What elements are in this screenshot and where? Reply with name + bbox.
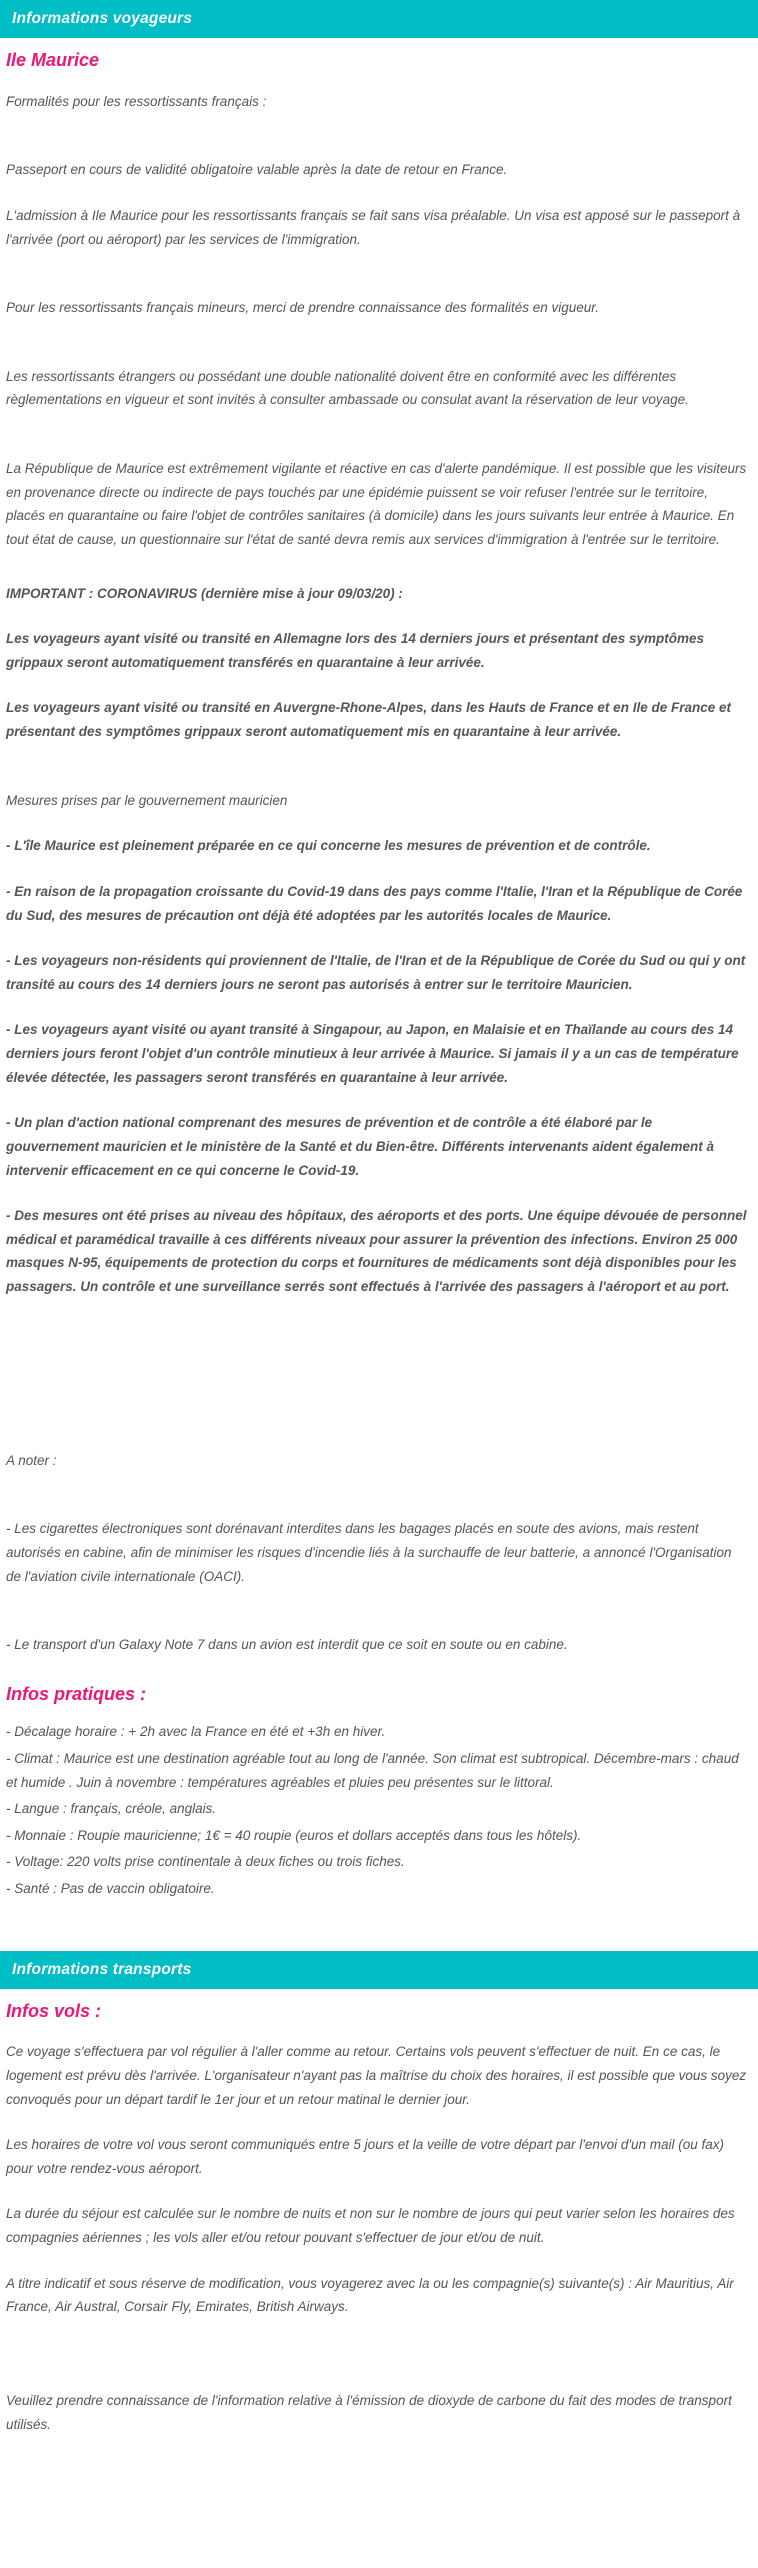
paragraph-mesures-gouvernement-titre: Mesures prises par le gouvernement mauricien (6, 792, 288, 808)
list-item-voltage: - Voltage: 220 volts prise continentale à deux fiches ou trois fiches. (6, 1854, 405, 1870)
section-transports (0, 1951, 758, 2499)
paragraph-important-coronavirus: IMPORTANT : CORONAVIRUS (dernière mise à jour 09/03/20) : (6, 585, 403, 601)
paragraph-cigarettes-electroniques: - Les cigarettes électroniques sont dorénavant interdites dans les bagages placés en soute des avions, mais restent autorisés en cabine, afin de minimiser les risques d'incendie liés à la surchauffe de leur batterie, a annoncé l'Organisation de l'aviation civile internationale (OACI). (6, 1521, 732, 1584)
paragraph-mesure-non-residents: - Les voyageurs non-résidents qui proviennent de l'Italie, de l'Iran et de la République de Corée du Sud ou qui y ont transité au cours des 14 derniers jours ne seront pas autorisés à entrer sur le territoire Mauricien. (6, 953, 746, 992)
infos-vols-title: Infos vols : (6, 2000, 102, 2021)
paragraph-formalites-intro: Formalités pour les ressortissants français : (6, 93, 267, 109)
paragraph-mineurs: Pour les ressortissants français mineurs, merci de prendre connaissance des formalités en vigueur. (6, 300, 600, 316)
paragraph-mesure-plan-national: - Un plan d'action national comprenant des mesures de prévention et de contrôle a été élaboré par le gouvernement mauricien et le ministère de la Santé et du Bien-être. Différents intervenants aident également à intervenir efficacement en ce qui concerne le Covid-19. (6, 1115, 714, 1178)
voyageurs-content (0, 45, 758, 1901)
paragraph-admission-visa: L'admission à Ile Maurice pour les ressortissants français se fait sans visa préalable. Un visa est apposé sur le passeport à l'arrivée (port ou aéroport) par les services de l'immigration. (6, 207, 741, 247)
list-item-monnaie: - Monnaie : Roupie mauricienne; 1€ = 40 roupie (euros et dollars acceptés dans tous les hôtels). (6, 1827, 582, 1843)
list-item-sante: - Santé : Pas de vaccin obligatoire. (6, 1881, 215, 1896)
destination-title: Ile Maurice (6, 50, 100, 71)
paragraph-vol-regulier: Ce voyage s'effectuera par vol régulier à l'aller comme au retour. Certains vols peuvent s'effectuer de nuit. En ce cas, le logement est prévu dès l'arrivée. L'organisateur n'ayant pas la maîtrise du choix des horaires, il est possible que vous soyez convoqués pour un départ tardif le 1er jour et un retour matinal le dernier jour. (6, 2044, 747, 2107)
list-item-decalage-horaire: - Décalage horaire : + 2h avec la France en été et +3h en hiver. (6, 1724, 386, 1740)
paragraph-horaires-communication: Les horaires de votre vol vous seront communiqués entre 5 jours et la veille de votre départ par l'envoi d'un mail (ou fax) pour votre rendez-vous aéroport. (6, 2137, 725, 2176)
paragraph-mesure-preparation: - L'île Maurice est pleinement préparée en ce qui concerne les mesures de prévention et de contrôle. (6, 838, 651, 854)
paragraph-quarantaine-allemagne: Les voyageurs ayant visité ou transité en Allemagne lors des 14 derniers jours et présentant des symptômes grippaux seront automatiquement transférés en quarantaine à leur arrivée. (6, 631, 705, 670)
infos-pratiques-title: Infos pratiques : (6, 1683, 147, 1704)
paragraph-mesure-precaution-pays: - En raison de la propagation croissante du Covid-19 dans des pays comme l'Italie, l'Iran et la République de Corée du Sud, des mesures de précaution ont déjà été adoptées par les autorités locales de Maurice. (6, 883, 743, 923)
section-header-voyageurs-title: Informations voyageurs (12, 10, 193, 27)
list-item-climat: - Climat : Maurice est une destination agréable tout au long de l'année. Son climat est subtropical. Décembre-mars : chaud et humide . Juin à novembre : températures agréables et pluies peu présentes sur le littoral. (6, 1750, 739, 1790)
paragraph-mesure-controle-asie: - Les voyageurs ayant visité ou ayant transité à Singapour, au Japon, en Malaisie et en Thaïlande au cours des 14 derniers jours feront l'objet d'un contrôle minutieux à leur arrivée à Maurice. Si jamais il y a un cas de température élevée détectée, les passagers seront transférés en quarantaine à leur arrivée. (6, 1022, 739, 1085)
paragraph-passeport: Passeport en cours de validité obligatoire valable après la date de retour en France. (6, 162, 508, 178)
transports-content (0, 1996, 758, 2498)
paragraph-mesure-hopitaux-aeroports: - Des mesures ont été prises au niveau des hôpitaux, des aéroports et des ports. Une équipe dévouée de personnel médical et paramédical travaille à ces différents niveaux pour assurer la prévention des infections. Environ 25 000 masques N-95, équipements de protection du corps et fournitures de médicaments sont déjà disponibles pour les passagers. Un contrôle et une surveillance serrés sont effectués à l'arrivée des passagers à l'aéroport et au port. (6, 1208, 747, 1294)
paragraph-galaxy-note-7: - Le transport d'un Galaxy Note 7 dans un avion est interdit que ce soit en soute ou en cabine. (6, 1637, 568, 1653)
paragraph-vigilance-pandemique: La République de Maurice est extrêmement vigilante et réactive en cas d'alerte pandémique. Il est possible que les visiteurs en provenance directe ou indirecte de pays touchés par une épidémie puissent se voir refuser l'entrée sur le territoire, placés en quarantaine ou faire l'objet de contrôles sanitaires (à domicile) dans les jours suivants leur entrée à Maurice. En tout état de cause, un questionnaire sur l'état de santé devra remis aux services d'immigration à l'entrée sur le territoire. (6, 461, 747, 547)
infos-pratiques-list (6, 1720, 748, 1900)
paragraph-a-noter: A noter : (6, 1452, 57, 1468)
list-item-langue: - Langue : français, créole, anglais. (6, 1801, 217, 1817)
paragraph-quarantaine-regions-france: Les voyageurs ayant visité ou transité en Auvergne-Rhone-Alpes, dans les Hauts de France et en Ile de France et présentant des symptômes grippaux seront automatiquement mis en quarantaine à leur arrivée. (6, 700, 731, 739)
paragraph-dioxyde-carbone: Veuillez prendre connaissance de l'information relative à l'émission de dioxyde de carbone du fait des modes de transport utilisés. (6, 2392, 732, 2432)
paragraph-compagnies: A titre indicatif et sous réserve de modification, vous voyagerez avec la ou les compagnie(s) suivante(s) : Air Mauritius, Air France, Air Austral, Corsair Fly, Emirates, British Airways. (6, 2275, 734, 2315)
section-header-voyageurs (0, 0, 758, 38)
section-header-transports (0, 1951, 758, 1989)
paragraph-duree-sejour: La durée du séjour est calculée sur le nombre de nuits et non sur le nombre de jours qui peut varier selon les horaires des compagnies aériennes ; les vols aller et/ou retour pouvant s'effectuer de jour et/ou de nuit. (6, 2206, 735, 2245)
paragraph-etrangers-double-nationalite: Les ressortissants étrangers ou possédant une double nationalité doivent être en conformité avec les différentes règlementations en vigueur et sont invités à consulter ambassade ou consulat avant la réservation de leur voyage. (6, 368, 689, 408)
section-header-transports-title: Informations transports (12, 1960, 192, 1978)
